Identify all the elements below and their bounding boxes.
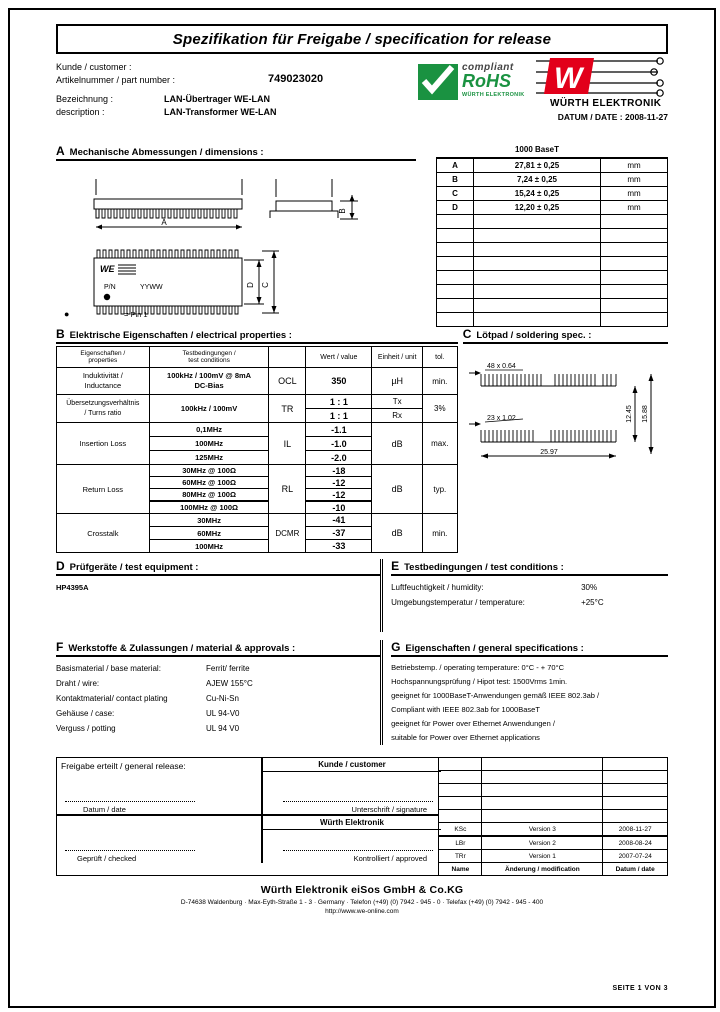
list-item [391,580,668,595]
general-release-label: Freigabe erteilt / general release: [61,761,186,771]
revision-block [438,757,668,876]
rev-mod: Version 3 [482,823,603,837]
material-label: Basismaterial / base material: [56,664,161,673]
table-row [439,771,668,784]
rohs-check-box [418,64,458,100]
section-e-letter: E [391,559,400,573]
rev-date: 2007-07-24 [603,850,668,863]
wuerth-sign-cell [261,816,441,863]
test-equipment-list [56,580,380,632]
dim-row-ref: A [437,158,474,173]
section-d-letter: D [56,559,65,573]
list-item: Betriebstemp. / operating temperature: 0°C - + 70°C [391,663,565,672]
rev-mod: Version 2 [482,836,603,850]
page-title: Spezifikation für Freigabe / specification for release [172,30,552,48]
rev-name: KSc [439,823,482,837]
release-wuerth-row [57,816,438,863]
section-b-letter: B [56,327,65,341]
el-cond-ct-2: 60MHz [149,527,269,540]
release-customer-row [57,758,438,816]
table-row [439,823,668,837]
section-a-letter: A [56,144,65,158]
el-hdr-properties: Eigenschaften / properties [57,347,150,368]
el-cond-il-1: 0,1MHz [149,423,269,437]
partnumber-label: Artikelnummer / part number : [56,75,176,85]
section-e [380,559,668,632]
section-f-title: Werkstoffe & Zulassungen / material & approvals : [68,643,296,654]
signature-label: Unterschrift / signature [351,805,427,814]
section-c-title: Lötpad / soldering spec. : [476,330,592,341]
section-e-heading [391,559,668,576]
dim-row-unit: mm [601,158,668,173]
el-val-rl-4: -10 [306,501,372,514]
solder-pad-svg [463,344,668,494]
el-prop-crosstalk: Crosstalk [57,514,150,553]
el-val-rl-3: -12 [306,489,372,502]
section-b-c-row [56,327,668,553]
wuerth-logo [536,56,666,108]
el-cond-il-3: 125MHz [149,451,269,465]
el-tol-returnloss: typ. [422,465,457,514]
section-g [380,640,668,745]
material-value: Ferrit/ ferrite [206,664,250,673]
company-address: D-74638 Waldenburg · Max-Eyth-Straße 1 - 3 · Germany · Telefon (+49) (0) 7942 - 945 - 0 · Telefax (+49) (0) 7942 - 945 - 400 [180,899,544,906]
rohs-compliant-logo [418,62,540,102]
table-row [439,784,668,797]
svg-text:A: A [161,218,167,227]
el-val-rl-1: -18 [306,465,372,477]
date-label: Datum / date [83,805,126,814]
list-item: Compliant with IEEE 802.3ab for 1000BaseT [391,705,540,714]
table-row [57,465,458,477]
table-row [439,758,668,771]
page-border [8,8,716,1008]
el-sym-inductance: OCL [269,368,306,395]
list-item: geeignet für Power over Ethernet Anwendungen / [391,719,555,728]
dim-row-unit: mm [601,173,668,187]
el-prop-inductance: Induktivität / Inductance [57,368,150,395]
description-value: LAN-Transformer WE-LAN [164,107,277,117]
solder-dim-bottom: 23 x 1.02 [486,415,516,422]
electrical-header-row [57,347,458,368]
list-item: suitable for Power over Ethernet applications [391,733,540,742]
table-row [439,836,668,850]
dim-row-value: 7,24 ± 0,25 [474,173,601,187]
pin1-note: = Pin 1 [124,310,148,319]
list-item [56,676,380,691]
el-cond-inductance: 100kHz / 100mV @ 8mA DC-Bias [149,368,269,395]
dim-row-value: 12,20 ± 0,25 [474,201,601,215]
wuerth-label: Würth Elektronik [263,816,441,830]
el-hdr-symbol [269,347,306,368]
el-sym-crosstalk: DCMR [269,514,306,553]
section-b [56,327,458,553]
svg-text:W: W [554,62,583,95]
el-unit-turnsratio-tx: Tx [372,395,423,409]
test-cond-value: 30% [581,583,598,592]
section-b-heading [56,327,458,344]
dim-row-ref: D [437,201,474,215]
el-unit-turnsratio-rx: Rx [372,409,423,423]
section-d-e-row [56,559,668,632]
section-b-title: Elektrische Eigenschaften / electrical properties : [69,330,292,341]
test-cond-value: +25°C [581,598,604,607]
el-val-rl-2: -12 [306,477,372,489]
el-sym-returnloss: RL [269,465,306,514]
el-prop-returnloss: Return Loss [57,465,150,514]
dim-row-unit: mm [601,187,668,201]
general-specs-list [391,661,668,745]
date-line [65,801,195,802]
svg-text:C: C [261,282,270,288]
electrical-properties-table [56,346,458,553]
customer-label: Kunde / customer : [56,62,132,72]
dim-row-unit: mm [601,201,668,215]
rev-date: 2008-11-27 [603,823,668,837]
rohs-compliant-text: compliant [462,62,514,73]
solder-dim-outer: 15.88 [641,405,649,423]
solder-dim-width: 25.97 [539,449,558,456]
dim-hdr-unit [601,142,668,158]
material-value: AJEW 155°C [206,679,253,688]
rev-name: LBr [439,836,482,850]
page-footer [56,884,668,915]
list-item: Hochspannungsprüfung / Hipot test: 1500Vrms 1min. [391,677,568,686]
material-label: Verguss / potting [56,724,116,733]
list-item [391,595,668,610]
el-hdr-conditions: Testbedingungen / test conditions [149,347,269,368]
release-block [56,757,438,876]
rev-name: TRr [439,850,482,863]
section-g-letter: G [391,640,401,654]
el-cond-turnsratio: 100kHz / 100mV [149,395,269,423]
el-cond-rl-1: 30MHz @ 100Ω [149,465,269,477]
section-g-heading [391,640,668,657]
el-tol-insertionloss: max. [422,423,457,465]
rev-hdr-mod: Änderung / modification [482,863,603,876]
dim-hdr-value: 1000 BaseT [474,142,601,158]
el-tol-crosstalk: min. [422,514,457,553]
el-val-ct-3: -33 [306,540,372,553]
page-content [56,24,668,992]
test-equipment-item: HP4395A [56,583,89,592]
customer-label: Kunde / customer [263,758,441,772]
section-e-title: Testbedingungen / test conditions : [404,562,564,573]
table-row [57,423,458,437]
wuerth-circuit-icon [536,56,666,98]
el-val-il-1: -1.1 [306,423,372,437]
svg-text:WE: WE [100,264,115,274]
dim-row-ref: C [437,187,474,201]
el-val-turnsratio-tx: 1 : 1 [306,395,372,409]
el-hdr-unit: Einheit / unit [372,347,423,368]
page-number: SEITE 1 VON 3 [612,985,668,992]
section-c-heading [463,327,668,344]
svg-text:B: B [338,208,347,214]
section-g-title: Eigenschaften / general specifications : [405,643,584,654]
pin1-marker-icon: ● [64,309,70,319]
el-tol-inductance: min. [422,368,457,395]
rohs-name-text: RoHS [462,71,511,91]
el-unit-inductance: µH [372,368,423,395]
svg-text:D: D [246,282,255,288]
test-conditions-list [391,580,668,610]
el-val-ct-2: -37 [306,527,372,540]
material-value: Cu-Ni-Sn [206,694,239,703]
rev-mod: Version 1 [482,850,603,863]
material-label: Kontaktmaterial/ contact plating [56,694,168,703]
material-value: UL 94-V0 [206,709,240,718]
checked-line [65,850,195,851]
table-row [57,514,458,527]
revision-footer-row [439,863,668,876]
list-item [56,706,380,721]
rohs-checkmark-icon [418,64,458,100]
bezeichnung-label: Bezeichnung : [56,94,114,104]
el-sym-turnsratio: TR [269,395,306,423]
dimensions-table-header-row [437,142,668,158]
list-item [56,661,380,676]
el-cond-rl-2: 60MHz @ 100Ω [149,477,269,489]
el-cond-rl-4: 100MHz @ 100Ω [149,501,269,514]
section-f-heading [56,640,380,657]
section-d-heading [56,559,380,576]
section-a-title: Mechanische Abmessungen / dimensions : [69,147,264,158]
svg-text:P/N: P/N [104,284,116,291]
mechanical-drawing [56,161,668,321]
material-label: Gehäuse / case: [56,709,115,718]
el-tol-turnsratio: 3% [422,395,457,423]
el-hdr-tol: tol. [422,347,457,368]
el-prop-insertionloss: Insertion Loss [57,423,150,465]
header-block [56,54,668,142]
el-cond-ct-3: 100MHz [149,540,269,553]
el-val-inductance: 350 [306,368,372,395]
rev-hdr-name: Name [439,863,482,876]
materials-list [56,661,380,736]
svg-text:YYWW: YYWW [140,284,163,291]
test-cond-label: Umgebungstemperatur / temperature: [391,598,525,607]
approved-line [283,850,433,851]
section-f-letter: F [56,640,64,654]
section-c-letter: C [462,327,472,341]
dim-row-ref: B [437,173,474,187]
section-a-heading [56,144,416,161]
signature-line [283,801,433,802]
table-row [439,810,668,823]
section-f [56,640,380,745]
el-cond-ct-1: 30MHz [149,514,269,527]
el-cond-il-2: 100MHz [149,437,269,451]
rev-hdr-date: Datum / date [603,863,668,876]
list-item [56,721,380,736]
section-d [56,559,380,632]
rohs-sub-text: WÜRTH ELEKTRONIK [462,92,525,98]
list-item [56,691,380,706]
el-sym-insertionloss: IL [269,423,306,465]
table-row [57,368,458,395]
customer-sign-cell [261,758,441,814]
package-drawing-svg [56,161,416,319]
el-val-il-2: -1.0 [306,437,372,451]
table-row [439,850,668,863]
section-d-title: Prüfgeräte / test equipment : [69,562,199,573]
approved-label: Kontrolliert / approved [353,854,427,863]
document-title-bar [56,24,668,54]
brand-name: WÜRTH ELEKTRONIK [550,98,662,109]
section-f-g-row [56,640,668,745]
el-cond-rl-3: 80MHz @ 100Ω [149,489,269,502]
material-label: Draht / wire: [56,679,100,688]
list-item: geeignet für 1000BaseT-Anwendungen gemäß IEEE 802.3ab / [391,691,600,700]
el-val-ct-1: -41 [306,514,372,527]
section-a [56,144,668,321]
checked-label: Geprüft / checked [77,854,137,863]
dim-row-value: 15,24 ± 0,25 [474,187,601,201]
partnumber-value: 749023020 [268,73,324,85]
section-c [463,327,668,553]
release-revision-row [56,757,668,876]
el-val-il-3: -2.0 [306,451,372,465]
solder-dim-top: 48 x 0.64 [486,363,516,370]
solder-pad-drawing [463,344,668,499]
material-value: UL 94 V0 [206,724,240,733]
date-label: DATUM / DATE : 2008-11-27 [557,112,668,122]
table-row [57,395,458,409]
el-hdr-value: Wert / value [306,347,372,368]
test-cond-label: Luftfeuchtigkeit / humidity: [391,583,484,592]
el-unit-insertionloss: dB [372,423,423,465]
rev-date: 2008-08-24 [603,836,668,850]
el-val-turnsratio-rx: 1 : 1 [306,409,372,423]
dim-hdr-ref [437,142,474,158]
el-prop-turnsratio: Übersetzungsverhältnis / Turns ratio [57,395,150,423]
revision-table [438,757,668,876]
company-website[interactable]: http://www.we-online.com [325,908,399,915]
el-unit-returnloss: dB [372,465,423,514]
solder-dim-inner: 12.45 [625,405,633,423]
el-unit-crosstalk: dB [372,514,423,553]
description-label: description : [56,107,105,117]
company-name: Würth Elektronik eiSos GmbH & Co.KG [260,884,464,896]
bezeichnung-value: LAN-Übertrager WE-LAN [164,94,271,104]
dim-row-value: 27,81 ± 0,25 [474,158,601,173]
table-row [439,797,668,810]
